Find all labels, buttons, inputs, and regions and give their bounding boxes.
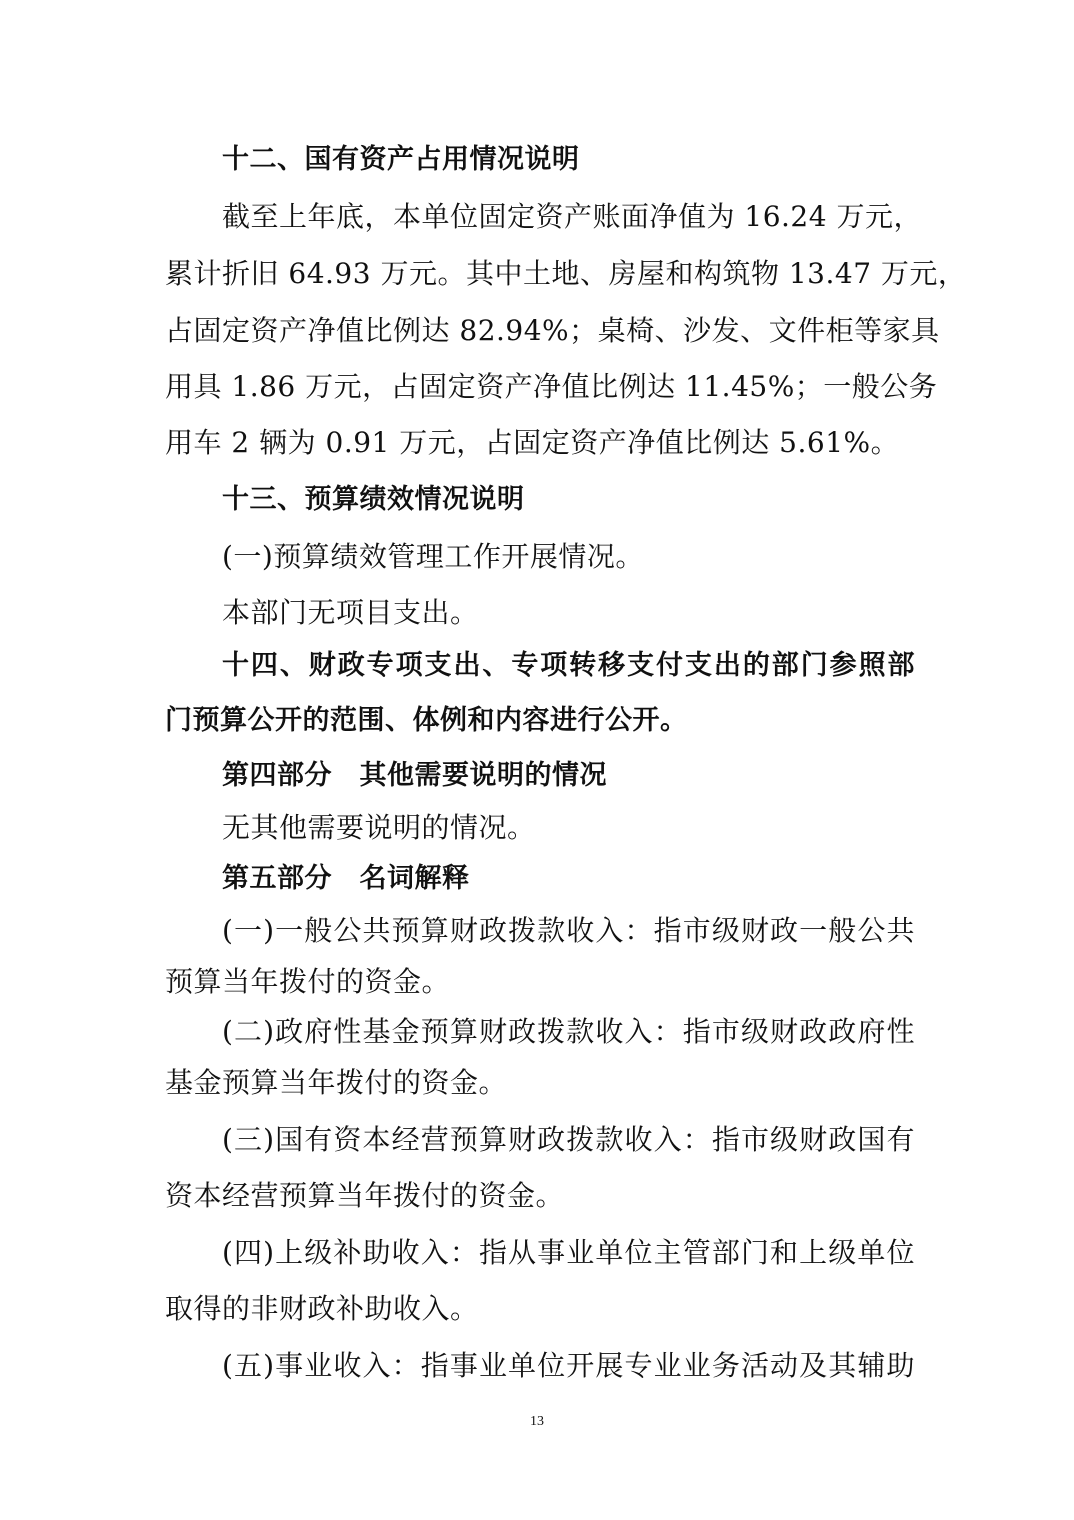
paragraph-line: 累计折旧 64.93 万元。其中土地、房屋和构筑物 13.47 万元，	[165, 257, 967, 290]
page-number: 13	[530, 1414, 544, 1429]
definition-line: 资本经营预算当年拨付的资金。	[165, 1179, 565, 1212]
section-heading-14-cont: 门预算公开的范围、体例和内容进行公开。	[165, 705, 688, 736]
section-heading-14: 十四、财政专项支出、专项转移支付支出的部门参照部	[222, 650, 915, 681]
definition-line: (三)国有资本经营预算财政拨款收入：指市级财政国有	[222, 1123, 915, 1156]
definition-line: 基金预算当年拨付的资金。	[165, 1066, 508, 1099]
paragraph-line: 用具 1.86 万元，占固定资产净值比例达 11.45%；一般公务	[165, 370, 938, 403]
definition-line: (一)一般公共预算财政拨款收入：指市级财政一般公共	[222, 914, 915, 947]
definition-line: (二)政府性基金预算财政拨款收入：指市级财政政府性	[222, 1015, 915, 1048]
part-heading-5: 第五部分 名词解释	[222, 863, 470, 894]
paragraph-line: 无其他需要说明的情况。	[222, 811, 536, 844]
paragraph-line: 截至上年底，本单位固定资产账面净值为 16.24 万元，	[222, 200, 922, 233]
definition-line: 预算当年拨付的资金。	[165, 965, 451, 998]
paragraph-line: 用车 2 辆为 0.91 万元，占固定资产净值比例达 5.61%。	[165, 426, 900, 459]
definition-line: (五)事业收入：指事业单位开展专业业务活动及其辅助	[222, 1349, 915, 1382]
part-heading-4: 第四部分 其他需要说明的情况	[222, 760, 607, 791]
paragraph-line: 本部门无项目支出。	[222, 596, 479, 629]
subheading-line: (一)预算绩效管理工作开展情况。	[222, 540, 644, 573]
definition-line: 取得的非财政补助收入。	[165, 1292, 479, 1325]
paragraph-line: 占固定资产净值比例达 82.94%；桌椅、沙发、文件柜等家具	[165, 314, 940, 347]
section-heading-13: 十三、预算绩效情况说明	[222, 484, 525, 515]
definition-line: (四)上级补助收入：指从事业单位主管部门和上级单位	[222, 1236, 915, 1269]
section-heading-12: 十二、国有资产占用情况说明	[222, 144, 580, 175]
